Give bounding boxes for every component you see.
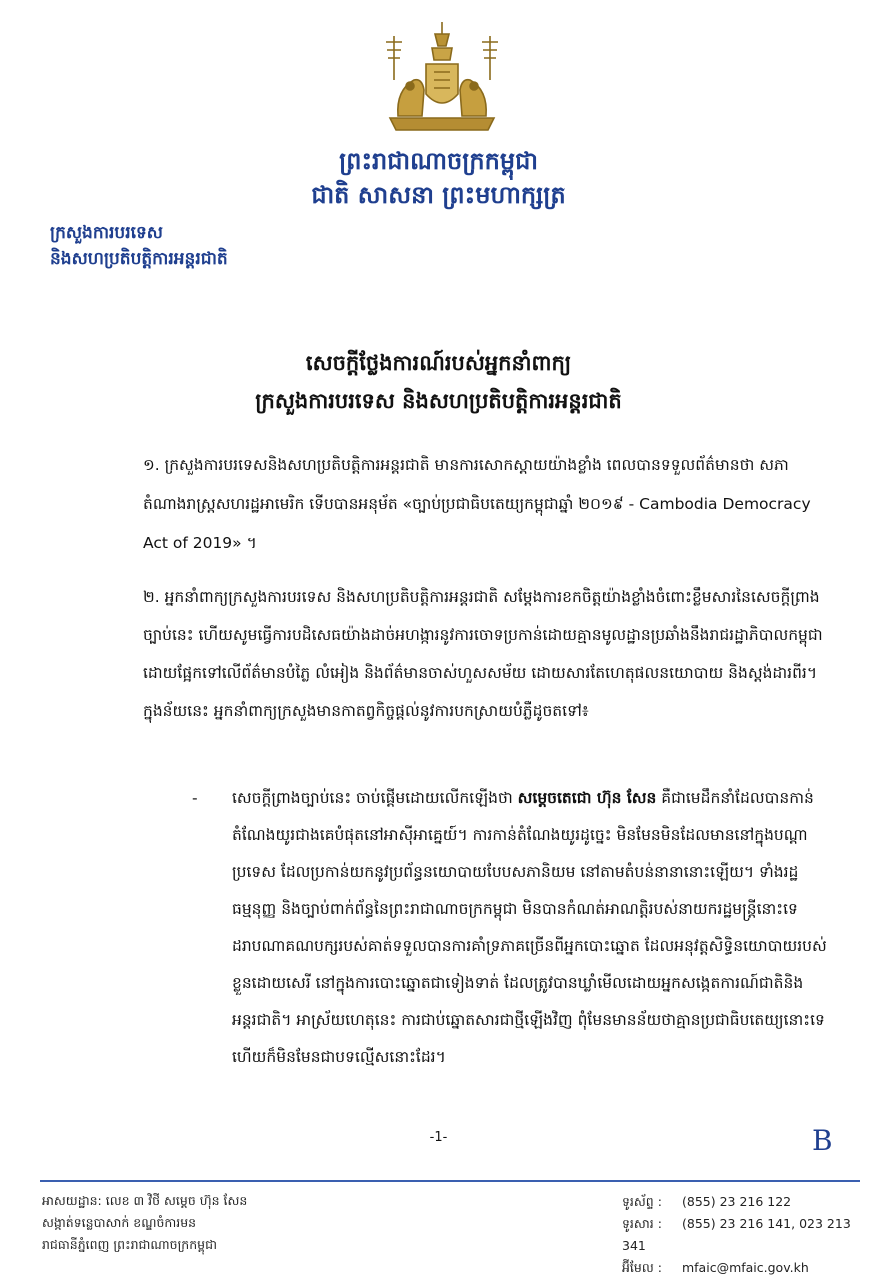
footer-divider bbox=[40, 1180, 860, 1182]
statement-title-line1: សេចក្តីថ្លែងការណ៍របស់អ្នកនាំពាក្យ bbox=[305, 351, 572, 375]
bullet-text-rest: គឺជាមេដឹកនាំដែលបានកាន់តំណែងយូរជាងគេបំផុតនៅអាស៊ីអាគ្នេយ៍។ ការកាន់តំណែងយូរដូច្នេះ មិនមែនមិនដែលមាននៅក្នុងបណ្តាប្រទេស ដែលប្រកាន់យកនូវប្រព័ន្ធនយោបាយបែបសភានិយម នៅតាមតំបន់នានានោះឡើយ។ ទាំងរដ្ឋធម្មនុញ្ញ និងច្បាប់ពាក់ព័ន្ធនៃព្រះរាជាណាចក្រកម្ពុជា មិនបានកំណត់អាណត្តិរបស់នាយករដ្ឋមន្ត្រីនោះទេ ដរាបណាគណបក្សរបស់គាត់ទទួលបានការគាំទ្រភាគច្រើនពីអ្នកបោះឆ្នោត ដែលអនុវត្តសិទ្ធិនយោបាយរបស់ខ្លួនដោយសេរី នៅក្នុងការបោះឆ្នោតជាទៀងទាត់ ដែលត្រូវបានឃ្លាំមើលដោយអ្នកសង្កេតការណ៍ជាតិនិងអន្តរជាតិ។ អាស្រ័យហេតុនេះ ការជាប់ឆ្នោតសារជាថ្មីឡើងវិញ ពុំមែនមានន័យថាគ្មានប្រជាធិបតេយ្យនោះទេ ហើយក៏មិនមែនជាបទល្មើសនោះដែរ។ bbox=[232, 789, 827, 1066]
address-line-2: សង្កាត់ទន្លេបាសាក់ ខណ្ឌចំការមន bbox=[42, 1215, 197, 1230]
national-motto: ជាតិ សាសនា ព្រះមហាក្សត្រ bbox=[311, 181, 566, 209]
page-number: -1- bbox=[429, 1130, 448, 1145]
address-line-3: រាជធានីភ្នំពេញ ព្រះរាជាណាចក្រកម្ពុជា bbox=[42, 1237, 217, 1252]
email-row bbox=[622, 1257, 877, 1279]
email-value[interactable]: mfaic@mfaic.gov.kh bbox=[681, 1260, 809, 1275]
paragraph-2: ២. អ្នកនាំពាក្យក្រសួងការបរទេស និងសហប្រតិបត្តិការអន្តរជាតិ សម្តែងការខកចិត្តយ៉ាងខ្លាំងចំពោះខ្លឹមសារនៃសេចក្តីព្រាងច្បាប់នេះ ហើយសូមធ្វើការបដិសេធយ៉ាងដាច់អហង្ការនូវការចោទប្រកាន់ដោយគ្មានមូលដ្ឋានប្រឆាំងនឹងរាជរដ្ឋាភិបាលកម្ពុជា ដោយផ្អែកទៅលើព័ត៌មានបំភ្លៃ លំអៀង និងព័ត៌មានចាស់ហួសសម័យ ដោយសារតែហេតុផលនយោបាយ និងស្តង់ដារពីរ។ ក្នុងន័យនេះ អ្នកនាំពាក្យក្រសួងមានកាតព្វកិច្ចផ្តល់នូវការបកស្រាយបំភ្លឺដូចតទៅ៖ bbox=[143, 588, 823, 720]
email-label: អ៊ីមែល : bbox=[622, 1260, 662, 1275]
fax-value: (855) 23 216 141, 023 213 341 bbox=[622, 1216, 851, 1253]
bullet-text-start: សេចក្តីព្រាងច្បាប់នេះ ចាប់ផ្តើមដោយលើកឡើងថា bbox=[232, 789, 518, 807]
phone-row bbox=[622, 1191, 877, 1213]
ministry-name-line2: និងសហប្រតិបត្តិការអន្តរជាតិ bbox=[50, 249, 228, 269]
bullet-text bbox=[232, 780, 838, 1076]
ministry-name-line1: ក្រសួងការបរទេស bbox=[50, 223, 163, 243]
address-line-1: អាសយដ្ឋាន: លេខ ៣ វិថី សម្តេច ហ៊ុន សែន bbox=[42, 1193, 248, 1208]
fax-row bbox=[622, 1213, 877, 1257]
fax-label: ទូរសារ : bbox=[622, 1216, 662, 1231]
phone-label: ទូរស័ព្ទ : bbox=[622, 1194, 662, 1209]
bullet-item bbox=[192, 780, 838, 1076]
footer-contact bbox=[622, 1191, 877, 1279]
footer-address bbox=[42, 1190, 247, 1256]
handwritten-mark: B bbox=[812, 1124, 833, 1157]
royal-coat-of-arms-icon bbox=[380, 20, 504, 138]
phone-value: (855) 23 216 122 bbox=[681, 1194, 792, 1209]
bullet-dash: - bbox=[192, 789, 198, 807]
statement-title-line2: ក្រសួងការបរទេស និងសហប្រតិបត្តិការអន្តរជាតិ bbox=[255, 389, 622, 413]
paragraph-1: ១. ក្រសួងការបរទេសនិងសហប្រតិបត្តិការអន្តរជាតិ មានការសោកស្តាយយ៉ាងខ្លាំង ពេលបានទទួលព័ត៌មានថា សភាតំណាងរាស្ត្រសហរដ្ឋអាមេរិក ទើបបានអនុម័ត «ច្បាប់ប្រជាធិបតេយ្យកម្ពុជាឆ្នាំ ២០១៩ - Cambodia Democracy Act of 2019» ។ bbox=[143, 456, 811, 552]
kingdom-name: ព្រះរាជាណាចក្រកម្ពុជា bbox=[339, 147, 538, 175]
bullet-text-bold-name: សម្តេចតេជោ ហ៊ុន សែន bbox=[517, 789, 657, 807]
